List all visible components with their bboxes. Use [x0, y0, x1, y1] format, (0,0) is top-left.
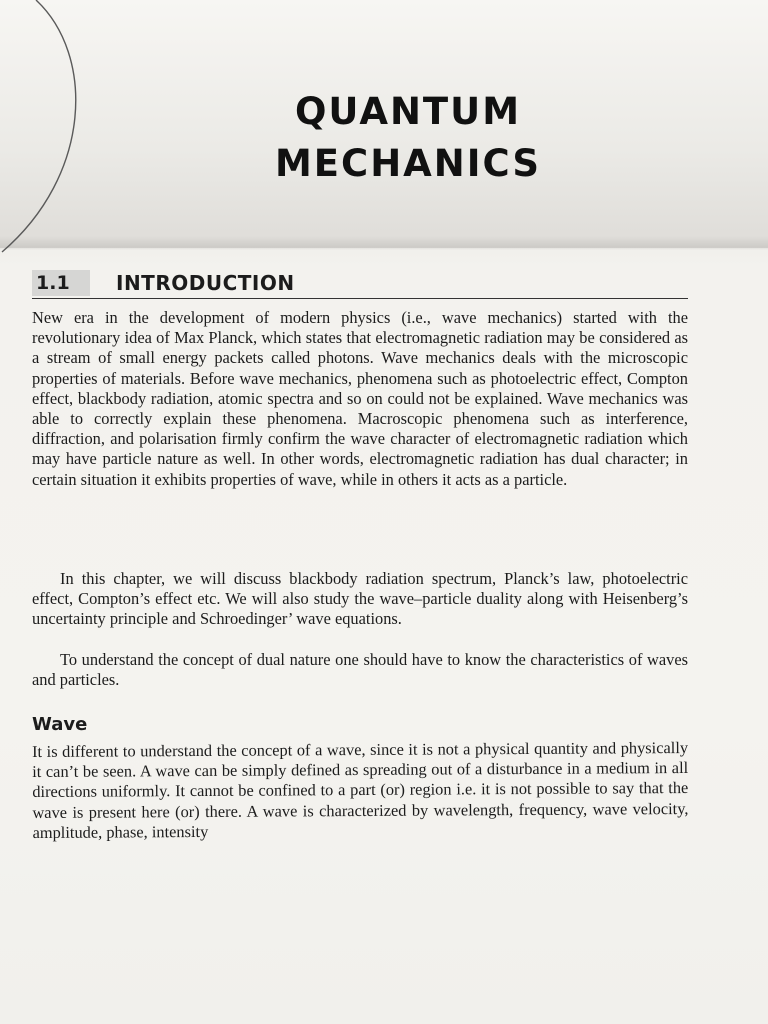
chapter-scope-paragraph: In this chapter, we will discuss blackbody radiation spectrum, Planck’s law, photoelectric effect, Compton’s effect etc. We will also study the wave–particle duality along with Heisenberg’s uncertainty principle and Schroedinger’ wave equations. [32, 569, 688, 629]
wave-paragraph: It is different to understand the concept of a wave, since it is not a physical quantity and physically it can’t be seen. A wave can be simply defined as spreading out of a disturbance in a medium in all directions uniformly. It cannot be confined to a part (or) region i.e. it is not possible to say that the wave is present here (or) there. A wave is characterized by wavelength, frequency, wave velocity, amplitude, phase, intensity [32, 737, 689, 842]
section-title: INTRODUCTION [116, 271, 295, 295]
dual-nature-paragraph: To understand the concept of dual nature one should have to know the characteristics of waves and particles. [32, 650, 688, 690]
decorative-arc [0, 0, 120, 260]
intro-paragraph: New era in the development of modern physics (i.e., wave mechanics) started with the revolutionary idea of Max Planck, which states that electromagnetic radiation may be considered as a stream of small energy packets called photons. Wave mechanics deals with the microscopic properties of materials. Before wave mechanics, phenomena such as photoelectric effect, Compton effect, blackbody radiation, atomic spectra and so on could not be explained. Wave mechanics was able to correctly explain these phenomena. Macroscopic phenomena such as interference, diffraction, and polarisation firmly confirm the wave character of electromagnetic radiation which may have particle nature as well. In other words, electromagnetic radiation has dual character; in certain situation it exhibits properties of wave, while in others it acts as a particle. [32, 308, 688, 489]
wave-subheading: Wave [32, 714, 88, 735]
section-heading [32, 268, 688, 299]
section-number: 1.1 [32, 270, 90, 296]
chapter-title-line-2: MECHANICS [274, 142, 542, 185]
chapter-title-line-1: QUANTUM [294, 90, 522, 133]
chapter-title [198, 86, 618, 190]
